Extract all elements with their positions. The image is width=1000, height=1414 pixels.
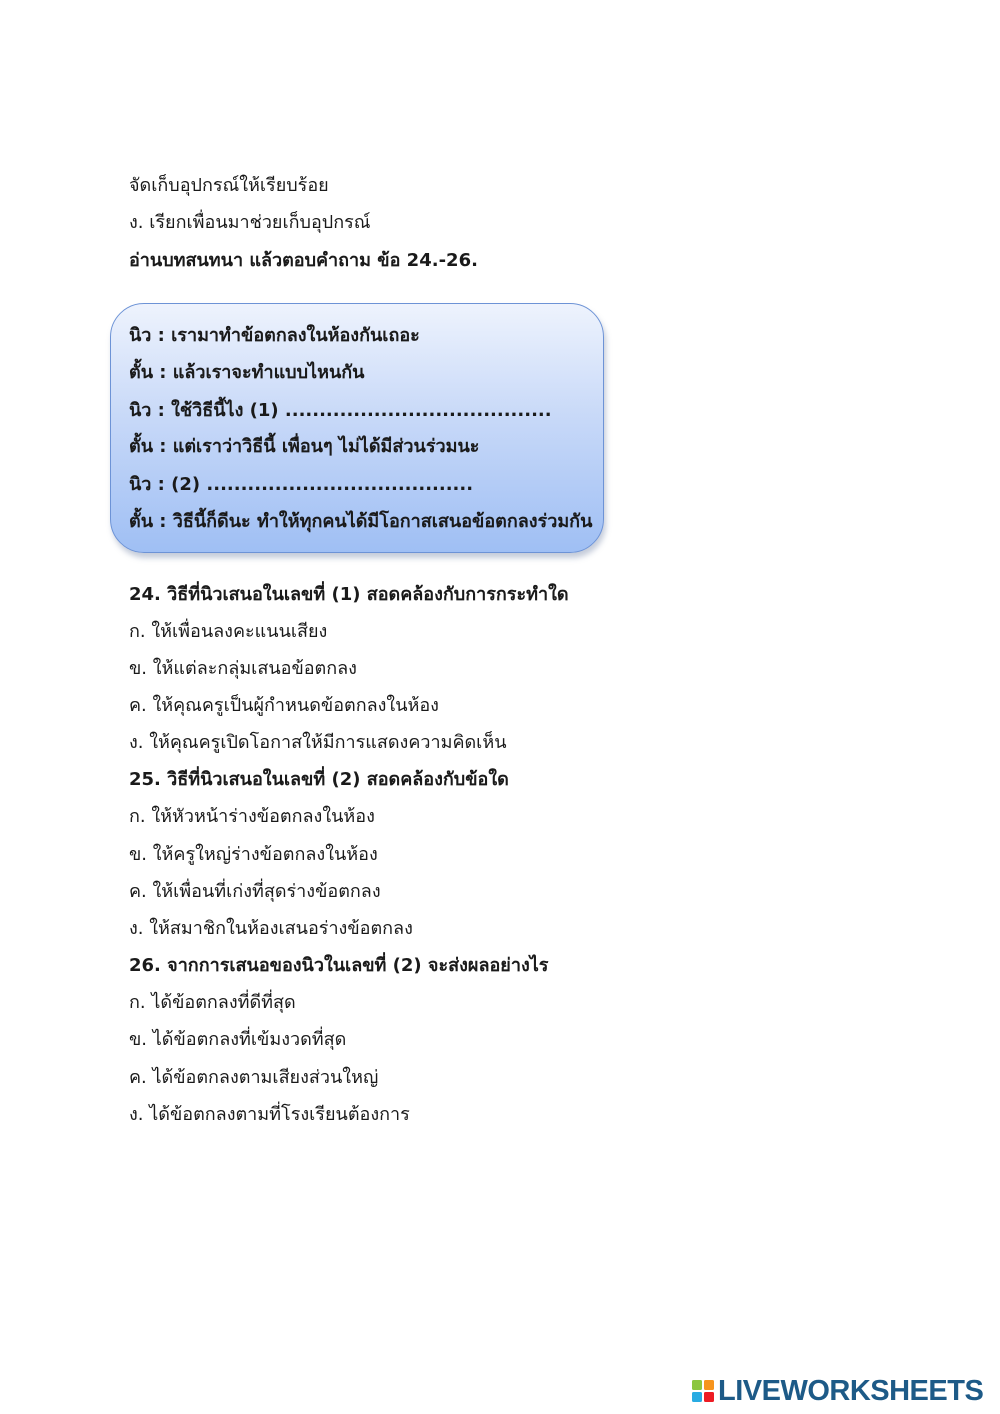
intro-option-d: ง. เรียกเพื่อนมาช่วยเก็บอุปกรณ์ bbox=[129, 212, 371, 233]
dialogue-line: นิว : เรามาทำข้อตกลงในห้องกันเถอะ bbox=[129, 325, 420, 346]
q25-option-c: ค. ให้เพื่อนที่เก่งที่สุดร่างข้อตกลง bbox=[129, 881, 381, 902]
q26-option-b: ข. ได้ข้อตกลงที่เข้มงวดที่สุด bbox=[129, 1029, 347, 1050]
question-26: 26. จากการเสนอของนิวในเลขที่ (2) จะส่งผลอย่างไร bbox=[129, 955, 549, 976]
question-25: 25. วิธีที่นิวเสนอในเลขที่ (2) สอดคล้องกับข้อใด bbox=[129, 769, 509, 790]
q25-option-a: ก. ให้หัวหน้าร่างข้อตกลงในห้อง bbox=[129, 806, 375, 827]
dialogue-line: ตั้น : แต่เราว่าวิธีนี้ เพื่อนๆ ไม่ได้มีส่วนร่วมนะ bbox=[129, 436, 480, 457]
dialogue-line-blank-1: นิว : ใช้วิธีนี้ไง (1) ....................................... bbox=[129, 400, 552, 421]
q26-option-d: ง. ได้ข้อตกลงตามที่โรงเรียนต้องการ bbox=[129, 1104, 410, 1125]
liveworksheets-logo-icon bbox=[692, 1380, 714, 1402]
dialogue-line: ตั้น : วิธีนี้ก็ดีนะ ทำให้ทุกคนได้มีโอกาสเสนอข้อตกลงร่วมกัน bbox=[129, 511, 593, 532]
dialogue-box bbox=[110, 303, 604, 553]
q24-option-d: ง. ให้คุณครูเปิดโอกาสให้มีการแสดงความคิดเห็น bbox=[129, 732, 507, 753]
q24-option-c: ค. ให้คุณครูเป็นผู้กำหนดข้อตกลงในห้อง bbox=[129, 695, 439, 716]
q26-option-c: ค. ได้ข้อตกลงตามเสียงส่วนใหญ่ bbox=[129, 1067, 379, 1088]
logo-text: LIVEWORKSHEETS bbox=[718, 1374, 984, 1407]
liveworksheets-logo bbox=[692, 1374, 983, 1408]
q25-option-d: ง. ให้สมาชิกในห้องเสนอร่างข้อตกลง bbox=[129, 918, 413, 939]
q26-option-a: ก. ได้ข้อตกลงที่ดีที่สุด bbox=[129, 992, 296, 1013]
reading-instruction: อ่านบทสนทนา แล้วตอบคำถาม ข้อ 24.-26. bbox=[129, 250, 478, 271]
intro-text-line: จัดเก็บอุปกรณ์ให้เรียบร้อย bbox=[129, 175, 329, 196]
q24-option-a: ก. ให้เพื่อนลงคะแนนเสียง bbox=[129, 621, 328, 642]
q24-option-b: ข. ให้แต่ละกลุ่มเสนอข้อตกลง bbox=[129, 658, 357, 679]
q25-option-b: ข. ให้ครูใหญ่ร่างข้อตกลงในห้อง bbox=[129, 844, 378, 865]
dialogue-line-blank-2: นิว : (2) ....................................... bbox=[129, 474, 474, 495]
dialogue-line: ตั้น : แล้วเราจะทำแบบไหนกัน bbox=[129, 362, 365, 383]
question-24: 24. วิธีที่นิวเสนอในเลขที่ (1) สอดคล้องกับการกระทำใด bbox=[129, 584, 569, 605]
